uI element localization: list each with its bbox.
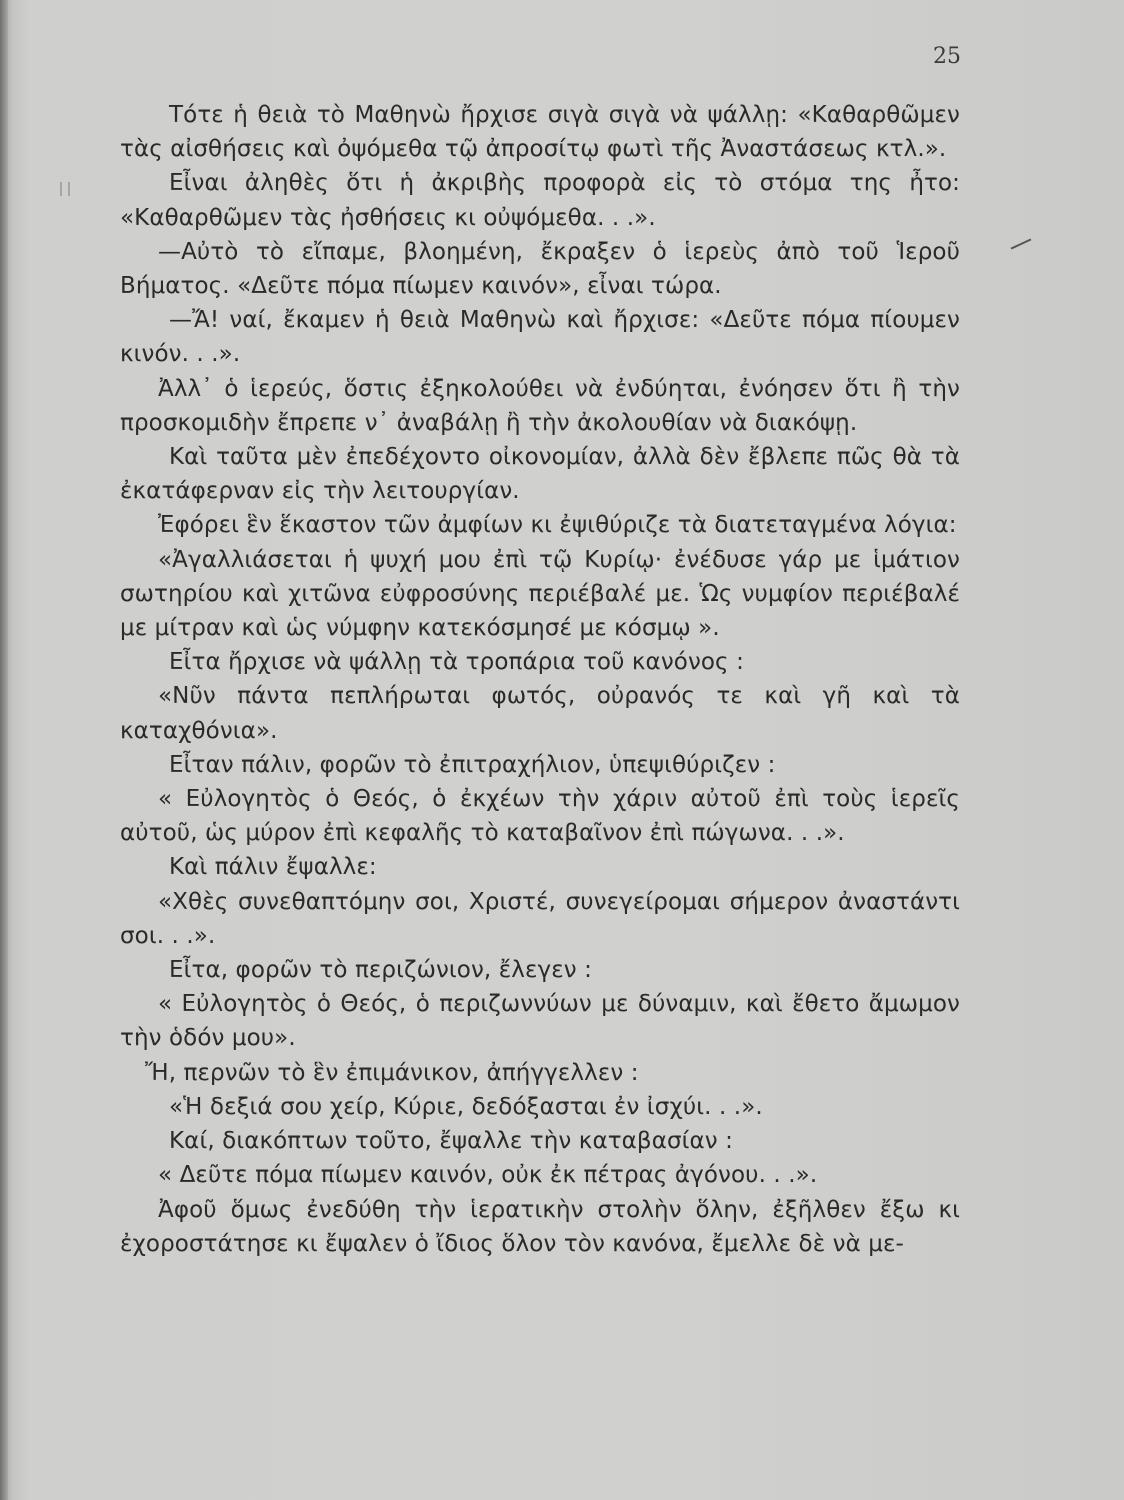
page-edge-shadow	[0, 0, 8, 1500]
paragraph: —Ἄ! ναί, ἔκαμεν ἡ θειὰ Μαθηνὼ καὶ ἤρχισε: «Δεῦτε πόμα πίουμεν κινόν. . .».	[120, 307, 960, 368]
paragraph: Εἶτα, φορῶν τὸ περιζώνιον, ἔλεγεν :	[169, 957, 592, 984]
margin-tick	[1011, 238, 1032, 249]
paragraph: «Ἀγαλλιάσεται ἡ ψυχή μου ἐπὶ τῷ Κυρίῳ· ἐνέδυσε γάρ με ἱμάτιον σωτηρίου καὶ χιτῶνα εὐφροσύνης περιέβαλέ με. Ὡς νυμφίον περιέβαλέ με μίτραν καὶ ὡς νύμφην κατεκόσμησέ με κόσμῳ ».	[120, 546, 960, 642]
paragraph: « Εὐλογητὸς ὁ Θεός, ὁ ἐκχέων τὴν χάριν αὐτοῦ ἐπὶ τοὺς ἱερεῖς αὐτοῦ, ὡς μύρον ἐπὶ κεφαλῆς τὸ καταβαῖνον ἐπὶ πώγωνα. . .».	[120, 786, 960, 847]
paragraph: Εἶτα ἤρχισε νὰ ψάλλῃ τὰ τροπάρια τοῦ κανόνος :	[169, 649, 744, 676]
paragraph: Ἐφόρει ἓν ἕκαστον τῶν ἀμφίων κι ἐψιθύριζε τὰ διατεταγμένα λόγια:	[158, 512, 957, 539]
paragraph: Τότε ἡ θειὰ τὸ Μαθηνὼ ἤρχισε σιγὰ σιγὰ νὰ ψάλλῃ: «Καθαρθῶμεν τὰς αἰσθήσεις καὶ ὀψόμεθα τῷ ἀπροσίτῳ φωτὶ τῆς Ἀναστάσεως κτλ.».	[120, 102, 960, 163]
paragraph: Καί, διακόπτων τοῦτο, ἔψαλλε τὴν καταβασίαν :	[169, 1128, 733, 1155]
page-number: 25	[933, 44, 961, 69]
paragraph: Εἶναι ἀληθὲς ὅτι ἡ ἀκριβὴς προφορὰ εἰς τὸ στόμα της ἦτο: «Καθαρθῶμεν τὰς ἠσθήσεις κι οὐψόμεθα. . .».	[120, 170, 960, 231]
paragraph: Ἀφοῦ ὅμως ἐνεδύθη τὴν ἱερατικὴν στολὴν ὅλην, ἐξῆλθεν ἔξω κι ἐχοροστάτησε κι ἔψαλεν ὁ ἴδιος ὅλον τὸν κανόνα, ἔμελλε δὲ νὰ με-	[120, 1196, 960, 1257]
paragraph: « Εὐλογητὸς ὁ Θεός, ὁ περιζωννύων με δύναμιν, καὶ ἔθετο ἄμωμον τὴν ὁδόν μου».	[120, 991, 960, 1052]
paragraph: «Νῦν πάντα πεπλήρωται φωτός, οὐρανός τε καὶ γῆ καὶ τὰ καταχθόνια».	[120, 683, 960, 744]
paragraph: Καὶ ταῦτα μὲν ἐπεδέχοντο οἰκονομίαν, ἀλλὰ δὲν ἔβλεπε πῶς θὰ τὰ ἐκατάφερναν εἰς τὴν λειτουργίαν.	[120, 444, 960, 505]
paragraph: «Χθὲς συνεθαπτόμην σοι, Χριστέ, συνεγείρομαι σήμερον ἀναστάντι σοι. . .».	[120, 888, 960, 949]
paragraph: —Αὐτὸ τὸ εἴπαμε, βλοημένη, ἔκραξεν ὁ ἱερεὺς ἀπὸ τοῦ Ἱεροῦ Βήματος. «Δεῦτε πόμα πίωμεν καινόν», εἶναι τώρα.	[120, 238, 960, 300]
body-text	[120, 98, 960, 1261]
paragraph: «Ἡ δεξιά σου χείρ, Κύριε, δεδόξασται ἐν ἰσχύι. . .».	[169, 1093, 763, 1120]
margin-mark	[60, 182, 70, 196]
paragraph: « Δεῦτε πόμα πίωμεν καινόν, οὐκ ἐκ πέτρας ἀγόνου. . .».	[158, 1162, 818, 1189]
paragraph: Εἶταν πάλιν, φορῶν τὸ ἐπιτραχήλιον, ὑπεψιθύριζεν :	[169, 751, 776, 778]
paragraph: Ἤ, περνῶν τὸ ἓν ἐπιμάνικον, ἀπήγγελλεν :	[145, 1059, 639, 1086]
paragraph: Καὶ πάλιν ἔψαλλε:	[169, 854, 377, 881]
paragraph: Ἀλλ᾽ ὁ ἱερεύς, ὅστις ἐξηκολούθει νὰ ἐνδύηται, ἐνόησεν ὅτι ἢ τὴν προσκομιδὴν ἔπρεπε ν᾽ ἀναβάλῃ ἢ τὴν ἀκολουθίαν νὰ διακόψῃ.	[120, 375, 960, 436]
